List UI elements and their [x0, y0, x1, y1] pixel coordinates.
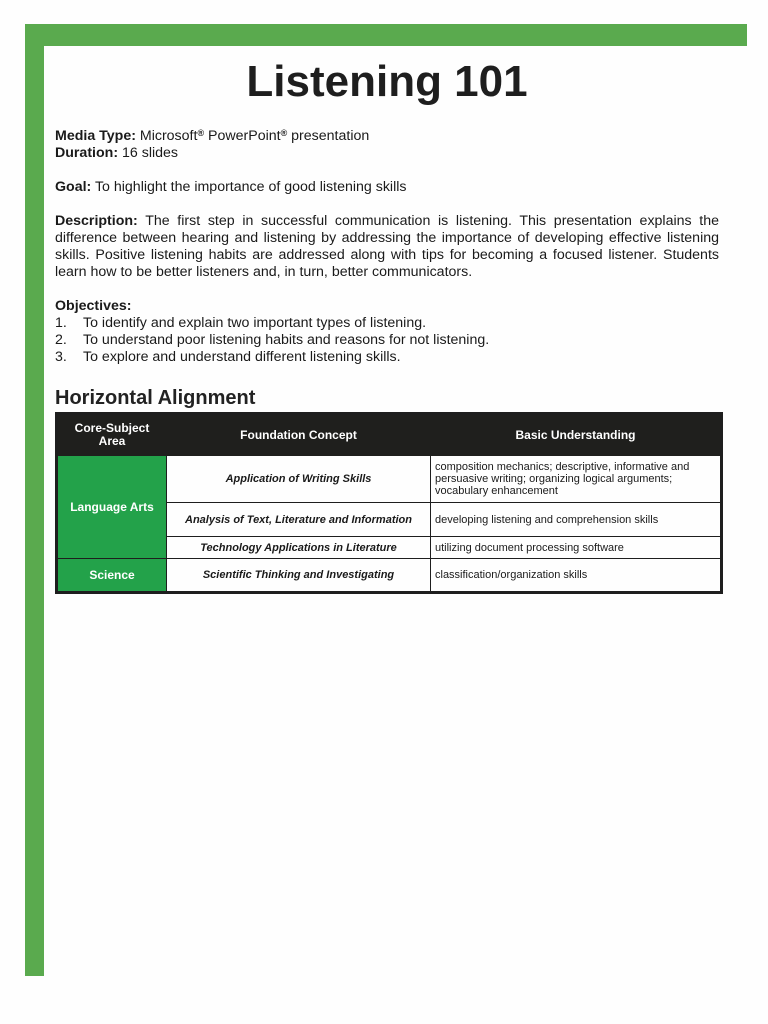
page-title: Listening 101: [246, 57, 528, 106]
goal-label: Goal:: [55, 179, 92, 195]
understanding-cell: developing listening and comprehension skills: [431, 503, 722, 537]
concept-cell: Technology Applications in Literature: [167, 537, 431, 559]
duration-line: [55, 145, 719, 162]
description-paragraph: [55, 213, 719, 281]
media-type-value-3: presentation: [287, 128, 370, 144]
goal-line: [55, 179, 719, 196]
media-type-value-2: PowerPoint: [204, 128, 281, 144]
description-text: The first step in successful communication is listening. This presentation explains the difference between hearing and listening by addressing the importance of developing effective listening skills. Positive listening habits are addressed along with tips for becoming a focused listener. Students learn how to be better listeners and, in turn, better communicators.: [55, 213, 719, 280]
goal-value: To highlight the importance of good listening skills: [91, 179, 407, 195]
list-item-number: 2.: [55, 332, 67, 348]
area-science: Science: [57, 559, 167, 593]
table-header-row: [57, 414, 722, 456]
concept-cell: Application of Writing Skills: [167, 456, 431, 503]
understanding-cell: utilizing document processing software: [431, 537, 722, 559]
area-language-arts: Language Arts: [57, 456, 167, 559]
alignment-table: [55, 412, 723, 594]
concept-cell: Analysis of Text, Literature and Information: [167, 503, 431, 537]
duration-label: Duration:: [55, 145, 119, 161]
list-item: [55, 315, 719, 332]
objectives-list: [55, 315, 719, 366]
registered-mark-2: ®: [280, 128, 288, 138]
list-item-number: 3.: [55, 349, 67, 365]
document-body: [55, 46, 719, 366]
alignment-title: Horizontal Alignment: [55, 387, 256, 409]
concept-cell: Scientific Thinking and Investigating: [167, 559, 431, 593]
list-item-text: To identify and explain two important types of listening.: [83, 315, 427, 331]
table-row: [57, 456, 722, 503]
header-core-subject: Core-Subject Area: [57, 414, 167, 456]
list-item: [55, 349, 719, 366]
media-type-label: Media Type:: [55, 128, 136, 144]
list-item: [55, 332, 719, 349]
header-foundation-concept: Foundation Concept: [167, 414, 431, 456]
table-row: [57, 559, 722, 593]
top-accent-bar: [25, 24, 747, 46]
media-type-value-1: Microsoft: [135, 128, 198, 144]
list-item-number: 1.: [55, 315, 67, 331]
list-item-text: To explore and understand different listening skills.: [83, 349, 401, 365]
header-basic-understanding: Basic Understanding: [431, 414, 722, 456]
registered-mark-1: ®: [197, 128, 205, 138]
left-accent-bar: [25, 24, 44, 976]
understanding-cell: classification/organization skills: [431, 559, 722, 593]
alignment-section: [55, 386, 723, 594]
understanding-cell: composition mechanics; descriptive, informative and persuasive writing; organizing logical arguments; vocabulary enhancement: [431, 456, 722, 503]
media-type-line: [55, 128, 719, 145]
objectives-label: Objectives:: [55, 298, 132, 314]
list-item-text: To understand poor listening habits and reasons for not listening.: [83, 332, 490, 348]
description-label: Description:: [55, 213, 138, 229]
objectives-heading: [55, 298, 719, 315]
duration-value: 16 slides: [118, 145, 178, 161]
